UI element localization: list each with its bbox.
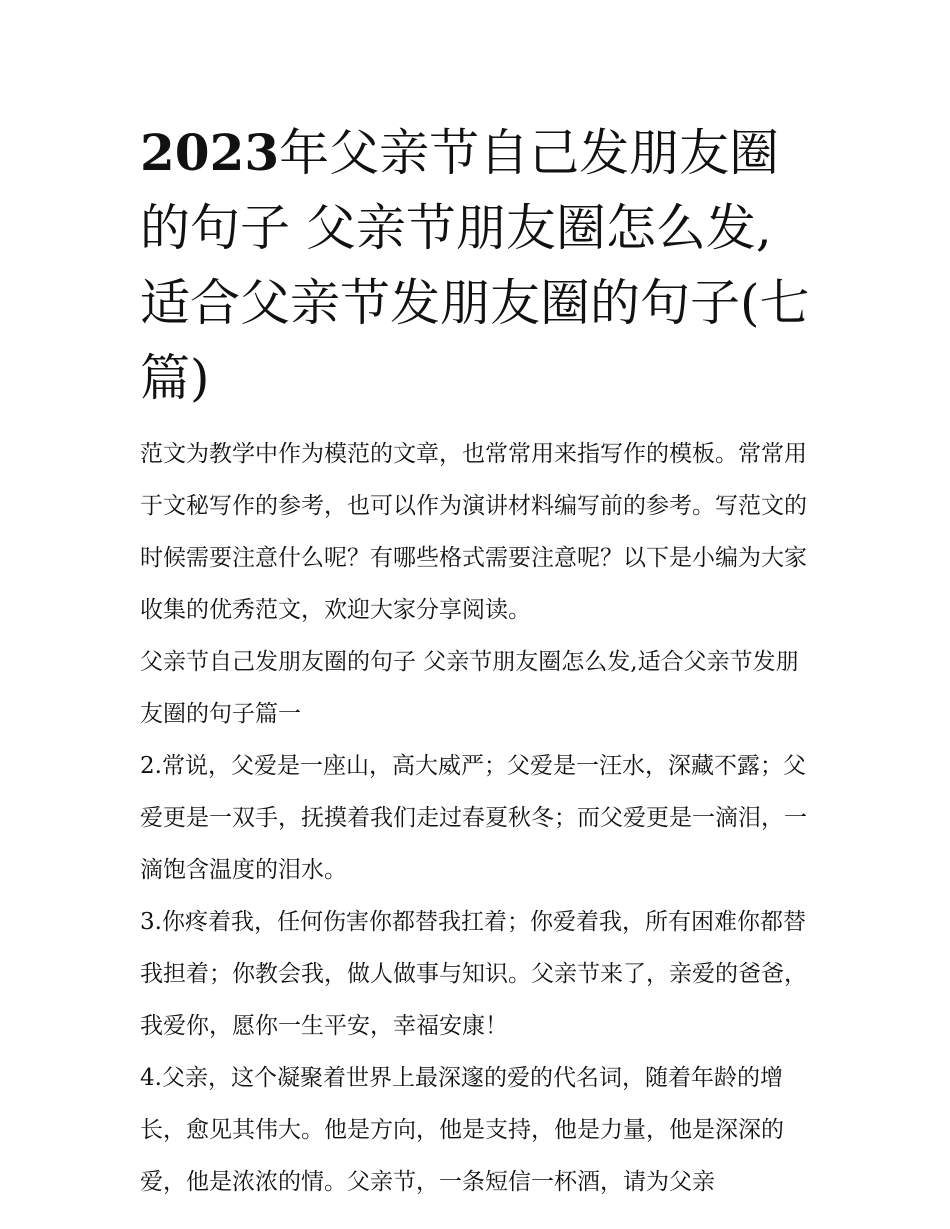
document-body bbox=[140, 428, 812, 1208]
section-heading: 父亲节自己发朋友圈的句子 父亲节朋友圈怎么发,适合父亲节发朋友圈的句子篇一 bbox=[140, 649, 799, 727]
title-year: 2023 bbox=[140, 123, 280, 182]
document-title bbox=[140, 115, 812, 416]
quote-item-4: 4.父亲，这个凝聚着世界上最深邃的爱的代名词，随着年龄的增长，愈见其伟大。他是方向，他是支持，他是力量，他是深深的爱，他是浓浓的情。父亲节，一条短信一杯酒，请为父亲 bbox=[140, 1065, 784, 1195]
document-page bbox=[140, 115, 812, 1208]
intro-paragraph: 范文为教学中作为模范的文章，也常常用来指写作的模板。常常用于文秘写作的参考，也可以作为演讲材料编写前的参考。写范文的时候需要注意什么呢？有哪些格式需要注意呢？以下是小编为大家收集的优秀范文，欢迎大家分享阅读。 bbox=[140, 441, 807, 623]
title-text: 年父亲节自己发朋友圈的句子 父亲节朋友圈怎么发,适合父亲节发朋友圈的句子(七篇) bbox=[140, 124, 810, 407]
quote-item-2: 2.常说，父爱是一座山，高大威严；父爱是一汪水，深藏不露；父爱更是一双手，抚摸着我们走过春夏秋冬；而父爱更是一滴泪，一滴饱含温度的泪水。 bbox=[140, 753, 807, 883]
quote-item-3: 3.你疼着我，任何伤害你都替我扛着；你爱着我，所有困难你都替我担着；你教会我，做人做事与知识。父亲节来了，亲爱的爸爸，我爱你，愿你一生平安，幸福安康！ bbox=[140, 909, 807, 1039]
